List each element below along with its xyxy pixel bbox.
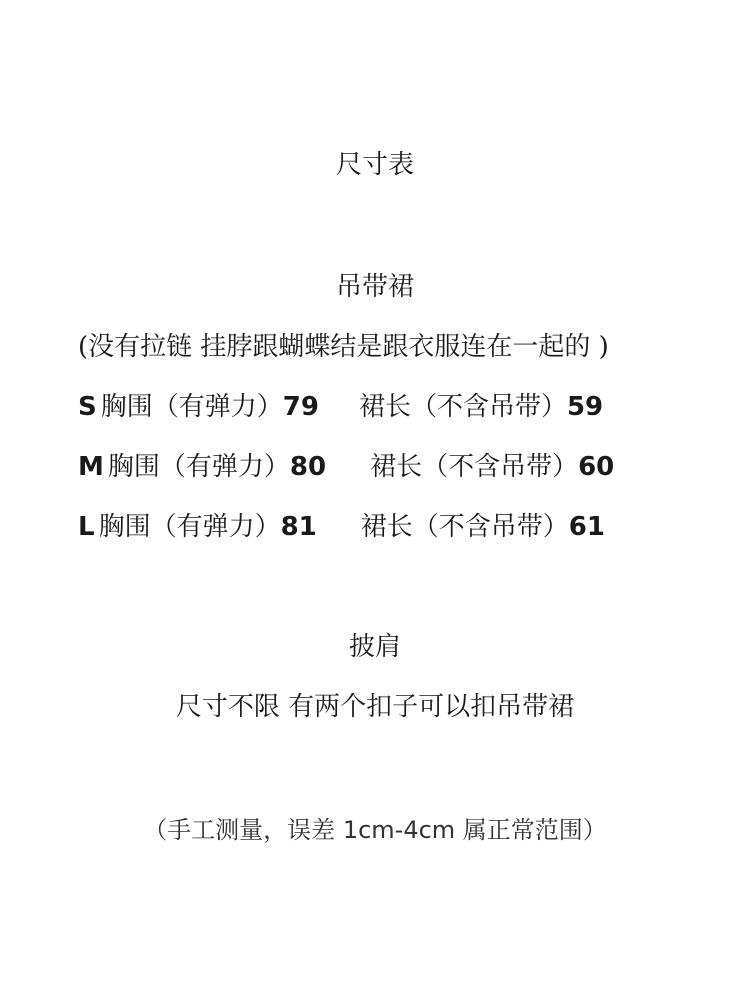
bust-value: 81 xyxy=(280,512,317,542)
shawl-heading: 披肩 xyxy=(348,632,401,662)
size-row-s xyxy=(78,390,603,424)
length-value: 60 xyxy=(578,452,615,482)
dress-note: (没有拉链 挂脖跟蝴蝶结是跟衣服连在一起的 ) xyxy=(78,332,609,362)
size-row-l xyxy=(78,510,605,544)
length-label: 裙长（不含吊带） xyxy=(358,392,567,422)
size-label: L xyxy=(78,512,95,542)
shawl-note: 尺寸不限 有两个扣子可以扣吊带裙 xyxy=(175,692,575,722)
page-title: 尺寸表 xyxy=(335,150,414,180)
bust-label: 胸围（有弹力） xyxy=(98,512,281,542)
bust-label: 胸围（有弹力） xyxy=(107,452,290,482)
bust-value: 80 xyxy=(289,452,327,482)
size-label: M xyxy=(78,452,104,482)
length-label: 裙长（不含吊带） xyxy=(370,452,579,482)
size-row-m xyxy=(78,450,614,484)
length-value: 61 xyxy=(568,512,605,542)
measurement-disclaimer: （手工测量，误差 1cm-4cm 属正常范围） xyxy=(143,816,607,844)
bust-value: 79 xyxy=(282,392,319,422)
bust-label: 胸围（有弹力） xyxy=(100,392,283,422)
dress-heading: 吊带裙 xyxy=(335,272,414,302)
size-label: S xyxy=(78,392,97,422)
length-label: 裙长（不含吊带） xyxy=(360,512,569,542)
length-value: 59 xyxy=(566,392,604,422)
